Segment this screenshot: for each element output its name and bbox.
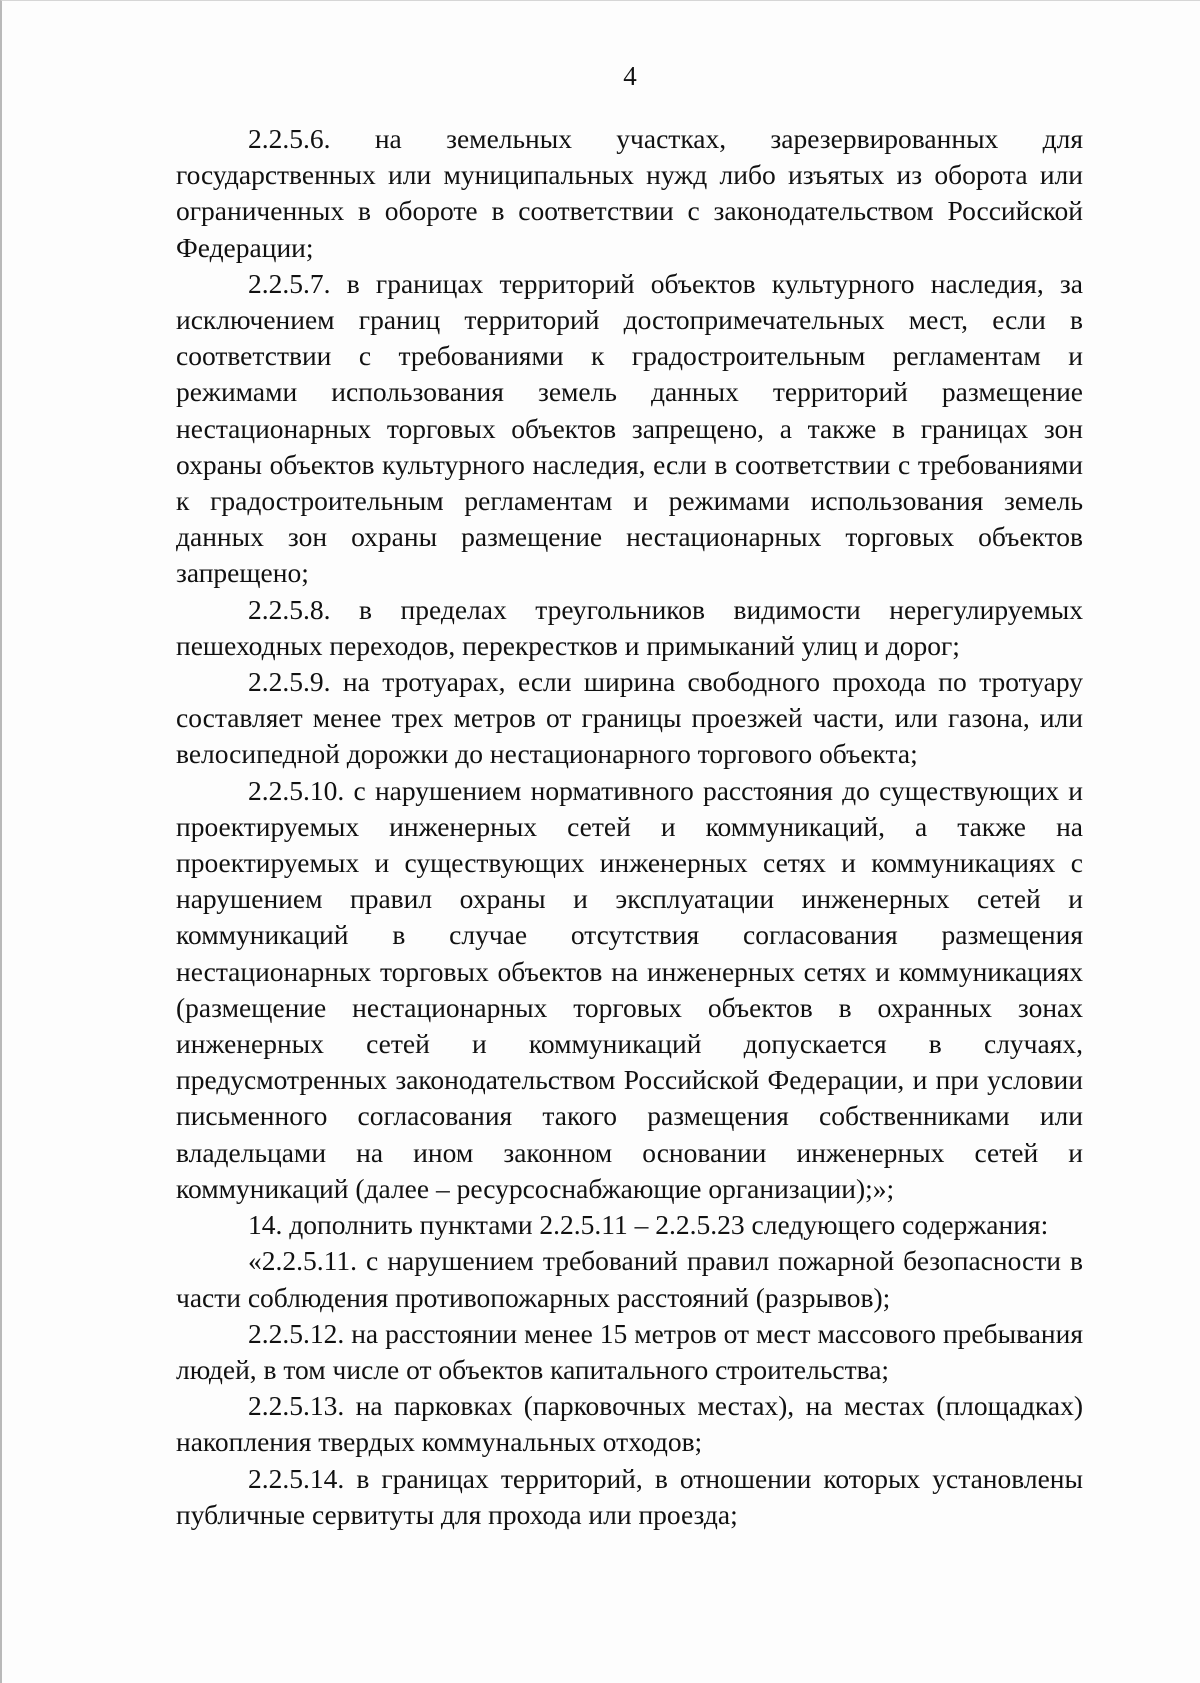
paragraph-2-2-5-8: 2.2.5.8. в пределах треугольников видимости нерегулируемых пешеходных переходов, перекрестков и примыканий улиц и дорог; (176, 593, 1083, 661)
paragraph-2-2-5-13: 2.2.5.13. на парковках (парковочных местах), на местах (площадках) накопления твердых коммунальных отходов; (176, 1390, 1083, 1458)
paragraph-2-2-5-6: 2.2.5.6. на земельных участках, зарезервированных для государственных или муниципальных нужд либо изъятых из оборота или ограниченных в обороте в соответствии с законодательством Российской Федерации; (176, 123, 1083, 263)
paragraph-2-2-5-9: 2.2.5.9. на тротуарах, если ширина свободного прохода по тротуару составляет менее трех метров от границы проезжей части, или газона, или велосипедной дорожки до нестационарного торгового объекта; (176, 666, 1083, 770)
paragraph-2-2-5-14: 2.2.5.14. в границах территорий, в отношении которых установлены публичные сервитуты для прохода или проезда; (176, 1462, 1083, 1530)
document-body (176, 121, 1083, 1533)
paragraph-2-2-5-10: 2.2.5.10. с нарушением нормативного расстояния до существующих и проектируемых инженерных сетей и коммуникаций, а также на проектируемых и существующих инженерных сетях и коммуникациях с нарушением правил охраны и эксплуатации инженерных сетей и коммуникаций в случае отсутствия согласования размещения нестационарных торговых объектов на инженерных сетях и коммуникациях (размещение нестационарных торговых объектов в охранных зонах инженерных сетей и коммуникаций допускается в случаях, предусмотренных законодательством Российской Федерации, и при условии письменного согласования такого размещения собственниками или владельцами на ином законном основании инженерных сетей и коммуникаций (далее – ресурсоснабжающие организации);»; (176, 774, 1083, 1204)
paragraph-2-2-5-11: «2.2.5.11. с нарушением требований правил пожарной безопасности в части соблюдения противопожарных расстояний (разрывов); (176, 1245, 1083, 1313)
paragraph-2-2-5-7: 2.2.5.7. в границах территорий объектов культурного наследия, за исключением границ территорий достопримечательных мест, если в соответствии с требованиями к градостроительным регламентам и режимами использования земель данных территорий размещение нестационарных торговых объектов запрещено, а также в границах зон охраны объектов культурного наследия, если в соответствии с требованиями к градостроительным регламентам и режимами использования земель данных зон охраны размещение нестационарных торговых объектов запрещено; (176, 267, 1083, 589)
paragraph-2-2-5-12: 2.2.5.12. на расстоянии менее 15 метров от мест массового пребывания людей, в том числе от объектов капитального строительства; (176, 1317, 1083, 1385)
page-number: 4 (623, 61, 637, 91)
paragraph-item-14: 14. дополнить пунктами 2.2.5.11 – 2.2.5.23 следующего содержания: (248, 1209, 1049, 1241)
